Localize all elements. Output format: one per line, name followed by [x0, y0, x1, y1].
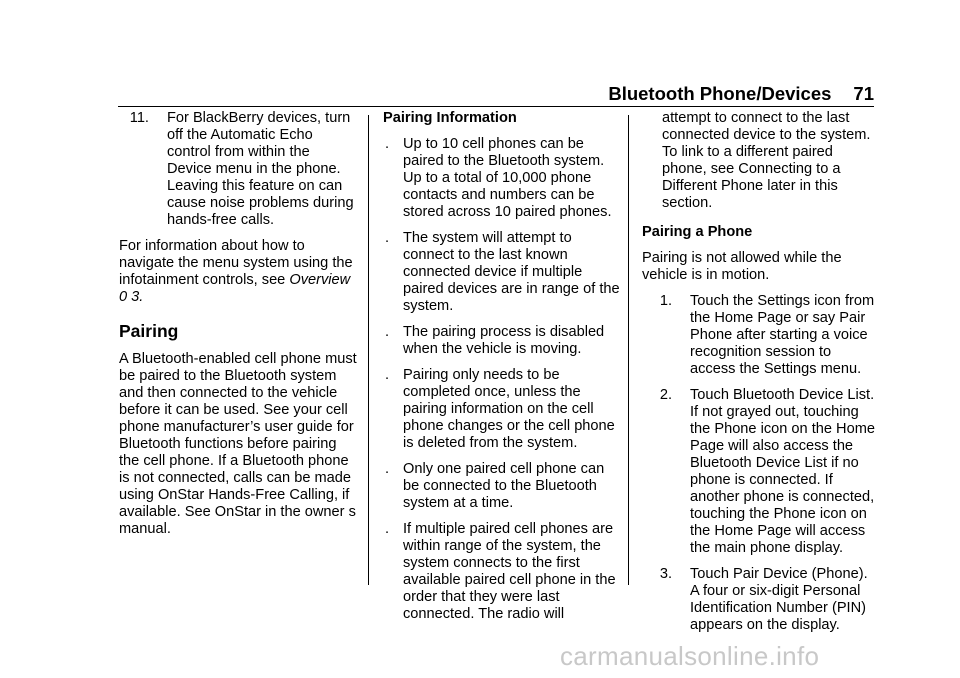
bullet-item: . If multiple paired cell phones are within range of the system, the system connects to the first available paired cell phone in the order that they were last connected. The radio will	[385, 521, 616, 622]
pairing-intro-paragraph: Pairing is not allowed while the vehicle is in motion.	[642, 250, 842, 283]
column-3	[642, 110, 878, 643]
step-item	[642, 387, 878, 557]
column-1	[119, 110, 357, 547]
page-title: Bluetooth Phone/Devices	[608, 83, 832, 104]
page-number: 71	[853, 83, 874, 104]
bullet-glyph: .	[385, 230, 390, 246]
subheading-pairing-information: Pairing Information	[383, 110, 517, 126]
column-divider-2	[628, 115, 629, 585]
bullet-glyph: .	[385, 521, 390, 537]
step-text: Touch Bluetooth Device List. If not grayed out, touching the Phone icon on the Home Page will also access the Bluetooth Device List if no phone is connected. If another phone is connected, touching the Phone icon on the Home Page will access the main phone display.	[690, 387, 875, 556]
step-item	[642, 566, 878, 634]
page-header	[0, 83, 874, 105]
list-text: For BlackBerry devices, turn off the Automatic Echo control from within the Device menu in the phone. Leaving this feature on can cause noise problems during hands-free calls.	[167, 110, 354, 228]
step-number: 2.	[659, 387, 672, 403]
info-paragraph: For information about how to navigate the menu system using the infotainment controls, see Overview 0 3.	[119, 238, 353, 305]
list-item-11	[119, 110, 357, 229]
bullet-glyph: .	[385, 367, 390, 383]
bullet-item: . Pairing only needs to be completed once, unless the pairing information on the cell phone changes or the cell phone is deleted from the system.	[385, 367, 615, 451]
bullet-continuation: attempt to connect to the last connected device to the system. To link to a different paired phone, see Connecting to a Different Phone later in this section.	[662, 110, 871, 211]
bullet-glyph: .	[385, 324, 390, 340]
overview-link[interactable]: Overview	[289, 272, 351, 288]
step-text: Touch Pair Device (Phone). A four or six-digit Personal Identification Number (PIN) appears on the display.	[690, 566, 868, 633]
section-title-pairing: Pairing	[119, 321, 179, 341]
bullet-item: . Only one paired cell phone can be connected to the Bluetooth system at a time.	[385, 461, 605, 511]
step-item	[642, 293, 878, 378]
bullet-item: . The pairing process is disabled when the vehicle is moving.	[385, 324, 605, 357]
bullet-item: . Up to 10 cell phones can be paired to the Bluetooth system. Up to a total of 10,000 phone contacts and numbers can be stored across 10 paired phones.	[385, 136, 612, 220]
page-ref[interactable]: 0 3.	[119, 289, 144, 305]
list-number: 11.	[129, 110, 149, 126]
column-divider-1	[368, 115, 369, 585]
pairing-paragraph: A Bluetooth-enabled cell phone must be paired to the Bluetooth system and then connected to the vehicle before it can be used. See your cell phone manufacturer’s user guide for Bluetooth functions before pairing the cell phone. If a Bluetooth phone is not connected, calls can be made using OnStar Hands-Free Calling, if available. See OnStar in the owner s manual.	[119, 351, 357, 537]
bullet-item: . The system will attempt to connect to the last known connected device if multiple paired devices are in range of the system.	[385, 230, 620, 314]
watermark: carmanualsonline.info	[560, 641, 820, 671]
bullet-glyph: .	[385, 461, 390, 477]
step-number: 3.	[659, 566, 672, 582]
column-2	[383, 110, 621, 632]
bullet-glyph: .	[385, 136, 390, 152]
step-text: Touch the Settings icon from the Home Page or say Pair Phone after starting a voice recognition session to access the Settings menu.	[690, 293, 875, 377]
subheading-pairing-a-phone: Pairing a Phone	[642, 224, 753, 240]
header-rule	[118, 106, 874, 107]
step-number: 1.	[659, 293, 672, 309]
